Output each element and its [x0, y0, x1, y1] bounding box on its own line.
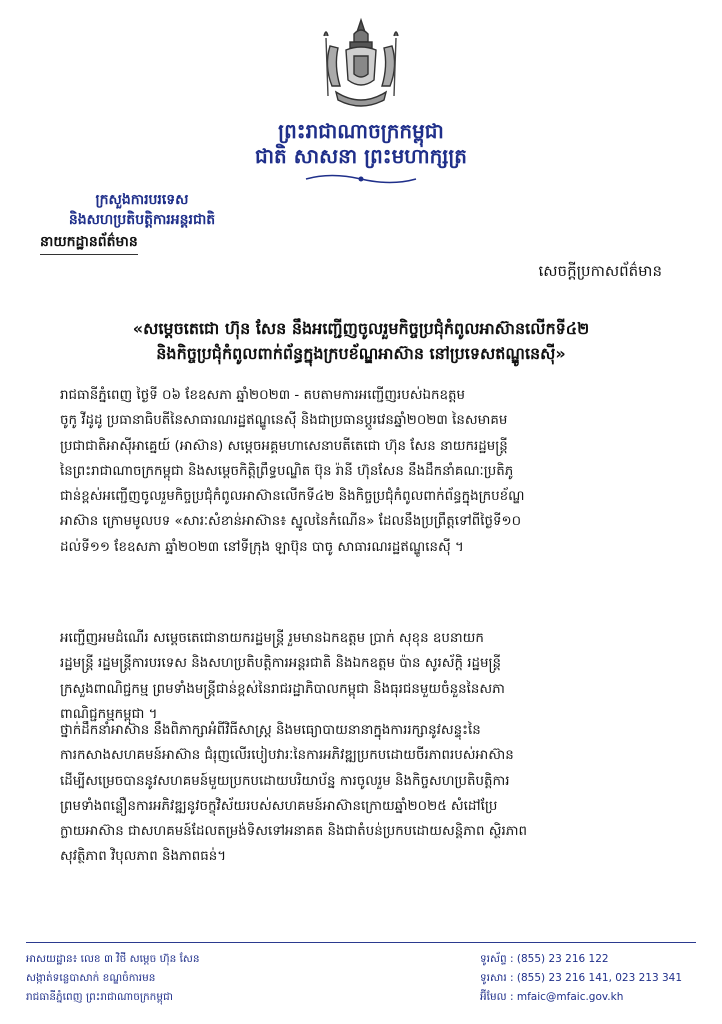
paragraph-line: ព្រមទាំងពន្លឿនការអភិវឌ្ឍនូវចក្ខុវិស័យរបស់សហគមន៍អាស៊ានក្រោយឆ្នាំ២០២៥ សំដៅប្រែ — [60, 798, 498, 814]
phone-number: ទូរស័ព្ទ : (855) 23 216 122 — [480, 953, 609, 965]
fax-number: ទូរសារ : (855) 23 216 141, 023 213 341 — [480, 972, 683, 984]
ministry-name: ក្រសួងការបរទេស — [95, 192, 189, 208]
paragraph-line: ចូកូ វីដូដូ ប្រធានាធិបតីនៃសាធារណរដ្ឋឥណ្ឌូនេស៊ី និងជាប្រធានប្តូរវេនឆ្នាំ២០២៣ នៃសមាគម — [60, 413, 508, 429]
paragraph-line: នៃព្រះរាជាណាចក្រកម្ពុជា និងសម្តេចកិត្តិព្រឹទ្ធបណ្ឌិត ប៊ុន រ៉ានី ហ៊ុនសែន នឹងដឹកនាំគណៈប្រតិភូ — [60, 463, 514, 479]
paragraph-line: ថ្នាក់ដឹកនាំអាស៊ាន នឹងពិភាក្សាអំពីវិធីសាស្ត្រ និងមធ្យោបាយនានាក្នុងការរក្សានូវសន្ទុះនៃ — [60, 723, 481, 738]
paragraph-line: ដល់ទី១១ ខែឧសភា ឆ្នាំ២០២៣ នៅទីក្រុង ឡាប៊ុន បាចូ សាធារណរដ្ឋឥណ្ឌូនេស៊ី ។ — [60, 539, 464, 555]
paragraph-line: ប្រជាជាតិអាស៊ីអាគ្នេយ៍ (អាស៊ាន) សម្តេចអគ្គមហាសេនាបតីតេជោ ហ៊ុន សែន នាយករដ្ឋមន្ត្រី — [60, 438, 508, 454]
paragraph-line: ជាន់ខ្ពស់អញ្ជើញចូលរួមកិច្ចប្រជុំកំពូលអាស៊ានលើកទី៤២ និងកិច្ចប្រជុំកំពូលពាក់ព័ន្ធក្នុងក្របខ័ណ្ឌ — [60, 489, 525, 505]
email-address[interactable]: អ៊ីមែល : mfaic@mfaic.gov.kh — [480, 991, 624, 1003]
ornament-divider-icon — [301, 172, 421, 186]
footer-divider — [26, 942, 696, 943]
paragraph-line: ពាណិជ្ជកម្មកម្ពុជា ។ — [60, 706, 158, 722]
paragraph-line: អញ្ជើញអមដំណើរ សម្តេចតេជោនាយករដ្ឋមន្ត្រី រួមមានឯកឧត្តម ប្រាក់ សុខុន ឧបនាយក — [60, 631, 484, 646]
address-line: អាសយដ្ឋាន៖ លេខ ៣ វិថី សម្តេច ហ៊ុន សែន — [26, 953, 200, 965]
address-line: រាជធានីភ្នំពេញ ព្រះរាជាណាចក្រកម្ពុជា — [26, 991, 173, 1003]
paragraph-1 — [60, 383, 664, 560]
paragraph-line: សុវត្ថិភាព វិបុលភាព និងភាពធន់។ — [60, 849, 227, 865]
footer-contacts — [480, 950, 682, 1007]
department-name: នាយកដ្ឋានព័ត៌មាន — [40, 232, 138, 255]
paragraph-line: អាស៊ាន ក្រោមមូលបទ «សារៈសំខាន់អាស៊ាន៖ ស្នូលនៃកំណើន» ដែលនឹងប្រព្រឹត្តទៅពីថ្ងៃទី១០ — [60, 514, 522, 530]
kingdom-title: ព្រះរាជាណាចក្រកម្ពុជា — [278, 119, 444, 143]
national-motto: ជាតិ សាសនា ព្រះមហាក្សត្រ — [255, 144, 467, 168]
paragraph-3 — [60, 718, 664, 870]
paragraph-line: រាជធានីភ្នំពេញ ថ្ងៃទី ០៦ ខែឧសភា ឆ្នាំ២០២៣ - តបតាមការអញ្ជើញរបស់ឯកឧត្តម — [60, 388, 466, 403]
headline-line2: និងកិច្ចប្រជុំកំពូលពាក់ព័ន្ធក្នុងក្របខ័ណ្ឌអាស៊ាន នៅប្រទេសឥណ្ឌូនេស៊ី» — [156, 344, 566, 363]
paragraph-line: ដើម្បីសម្រេចបាននូវសហគមន៍មួយប្រកបដោយបរិយាប័ន្ន ការចូលរួម និងកិច្ចសហប្រតិបត្តិការ — [60, 773, 510, 789]
paragraph-2 — [60, 626, 664, 727]
address-line: សង្កាត់ទន្លេបាសាក់ ខណ្ឌចំការមន — [26, 972, 156, 984]
press-release-label: សេចក្តីប្រកាសព័ត៌មាន — [538, 262, 662, 280]
headline-line1: «សម្តេចតេជោ ហ៊ុន សែន នឹងអញ្ជើញចូលរួមកិច្ចប្រជុំកំពូលអាស៊ានលើកទី៤២ — [132, 319, 590, 338]
paragraph-line: ក្លាយអាស៊ាន ជាសហគមន៍ដែលតម្រង់ទិសទៅអនាគត និងជាតំបន់ប្រកបដោយសន្តិភាព ស្ថិរភាព — [60, 824, 527, 840]
ministry-name-line2: និងសហប្រតិបត្តិការអន្តរជាតិ — [68, 212, 216, 228]
paragraph-line: ក្រសួងពាណិជ្ជកម្ម ព្រមទាំងមន្ត្រីជាន់ខ្ពស់នៃរាជរដ្ឋាភិបាលកម្ពុជា និងធុរជនមួយចំនួននៃសភា — [60, 681, 505, 697]
footer-address — [26, 950, 200, 1007]
paragraph-line: រដ្ឋមន្ត្រី រដ្ឋមន្ត្រីការបរទេស និងសហប្រតិបត្តិការអន្តរជាតិ និងឯកឧត្តម ប៉ាន សូរស័ក្តិ រដ្ឋមន្ត្រី — [60, 656, 501, 672]
royal-coat-of-arms-icon — [316, 16, 406, 112]
paragraph-line: ការកសាងសហគមន៍អាស៊ាន ជំរុញលើរបៀបវារៈនៃការអភិវឌ្ឍប្រកបដោយចីរភាពរបស់អាស៊ាន — [60, 748, 514, 764]
